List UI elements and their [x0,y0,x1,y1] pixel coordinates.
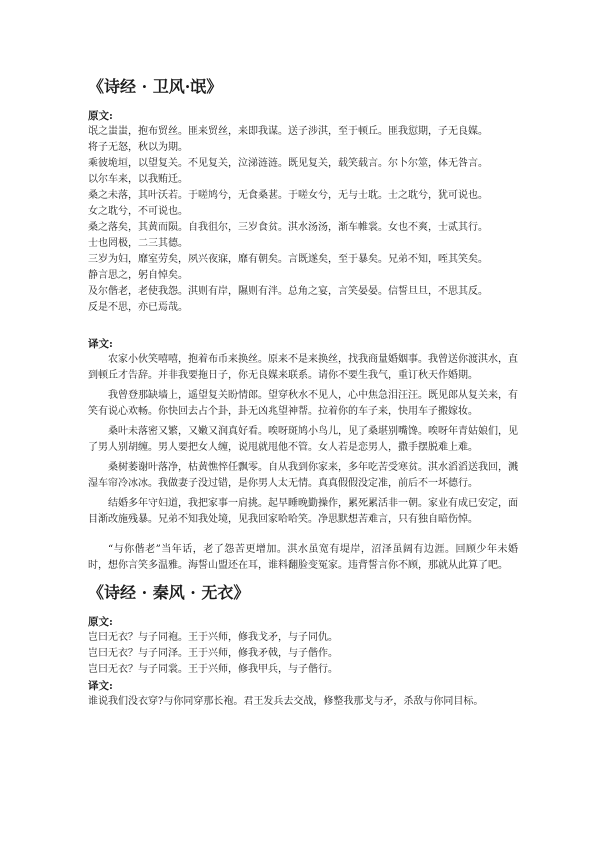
yuanwen-line: 三岁为妇，靡室劳矣，夙兴夜寐，靡有朝矣。言既遂矣，至于暴矣。兄弟不知，咥其笑矣。 [88,254,488,265]
yiwen-line: 谁说我们没衣穿?与你同穿那长袍。君王发兵去交战，修整我那戈与矛，杀敌与你同目标。 [88,696,484,707]
yuanwen-line: 以尔车来，以我贿迁。 [88,174,188,185]
yuanwen-line: 岂曰无衣？与子同裳。王于兴师，修我甲兵，与子偕行。 [88,664,338,675]
yiwen-paragraph: 农家小伙笑嘻嘻，抱着布币来换丝。原来不是来换丝，找我商量婚姻事。我曾送你渡淇水，直到顿丘才告辞。并非我要拖日子，你无良媒来联系。请你不要生我气，重订秋天作婚期。 [88,354,518,381]
yuanwen-line: 反是不思，亦已焉哉。 [88,302,188,313]
yiwen-paragraph: 我曾登那缺墙上，遥望复关盼情郎。望穿秋水不见人，心中焦急泪汪汪。既见郎从复关来，有笑有说心欢畅。你快回去占个卦，卦无凶兆望神帮。拉着你的车子来，快用车子搬嫁妆。 [88,390,518,417]
section2-yiwen [88,694,518,710]
yiwen-paragraph: 结婚多年守妇道，我把家事一肩挑。起早睡晚勤操作，累死累活非一朝。家业有成已安定，面目渐改施残暴。兄弟不知我处境，见我回家哈哈笑。净思默想苦难言，只有独自暗伤悼。 [88,498,518,525]
yuanwen-line: 岂曰无衣？与子同泽。王于兴师，修我矛戟，与子偕作。 [88,648,338,659]
yuanwen-line: 及尔偕老，老使我怨。淇则有岸，隰则有泮。总角之宴，言笑晏晏。信誓旦旦，不思其反。 [88,286,488,297]
document-page [88,76,518,710]
section2-yuanwen-label: 原文: [88,616,113,628]
yuanwen-line: 女之耽兮，不可说也。 [88,206,188,217]
yiwen-paragraph: 桑树萎谢叶落净，枯黄憔悴任飘零。自从我到你家来，多年吃苦受寒贫。淇水滔滔送我回，溅湿车帘冷冰冰。我做妻子没过错，是你男人太无情。真真假假没定准，前后不一坏德行。 [88,462,518,489]
section2-yiwen-label: 译文: [88,680,113,692]
yuanwen-line: 将子无怒，秋以为期。 [88,142,188,153]
section1-yiwen-label: 译文: [88,338,113,350]
section1-yuanwen-label: 原文: [88,110,113,122]
yuanwen-line: 桑之未落，其叶沃若。于嗟鸠兮，无食桑葚。于嗟女兮，无与士耽。士之耽兮，犹可说也。 [88,190,488,201]
yuanwen-line: 乘彼垝垣，以望复关。不见复关，泣涕涟涟。既见复关，载笑载言。尔卜尔筮，体无咎言。 [88,158,488,169]
section1-yuanwen [88,124,518,316]
yuanwen-line: 桑之落矣，其黄而陨。自我徂尔，三岁食贫。淇水汤汤，渐车帷裳。女也不爽，士贰其行。 [88,222,488,233]
yiwen-paragraph: “与你偕老”当年话，老了怨苦更增加。淇水虽宽有堤岸，沼泽虽阔有边涯。回顾少年未婚时，想你言笑多温雅。海誓山盟还在耳，谁料翻脸变冤家。违背誓言你不顾，那就从此算了吧。 [88,544,518,571]
yuanwen-line: 岂曰无衣？与子同袍。王于兴师，修我戈矛，与子同仇。 [88,632,338,643]
yiwen-paragraph: 桑叶未落密又繁，又嫩又润真好看。唉呀斑鸠小鸟儿，见了桑堪别嘴馋。唉呀年青姑娘们，见了男人别胡缠。男人要把女人缠，说甩就甩他不管。女人若是恋男人，撒手摆脱难上难。 [88,426,518,453]
section1-title: 《诗经 · 卫风·氓》 [88,77,223,96]
yuanwen-line: 静言思之，躬自悼矣。 [88,270,188,281]
section1-yiwen [88,352,518,574]
section2-title: 《诗经 · 秦风 · 无衣》 [88,583,250,602]
yuanwen-line: 氓之蚩蚩，抱布贸丝。匪来贸丝，来即我谋。送子涉淇，至于顿丘。匪我愆期，子无良媒。 [88,126,488,137]
yuanwen-line: 士也罔极，二三其德。 [88,238,188,249]
section2-yuanwen [88,630,518,678]
